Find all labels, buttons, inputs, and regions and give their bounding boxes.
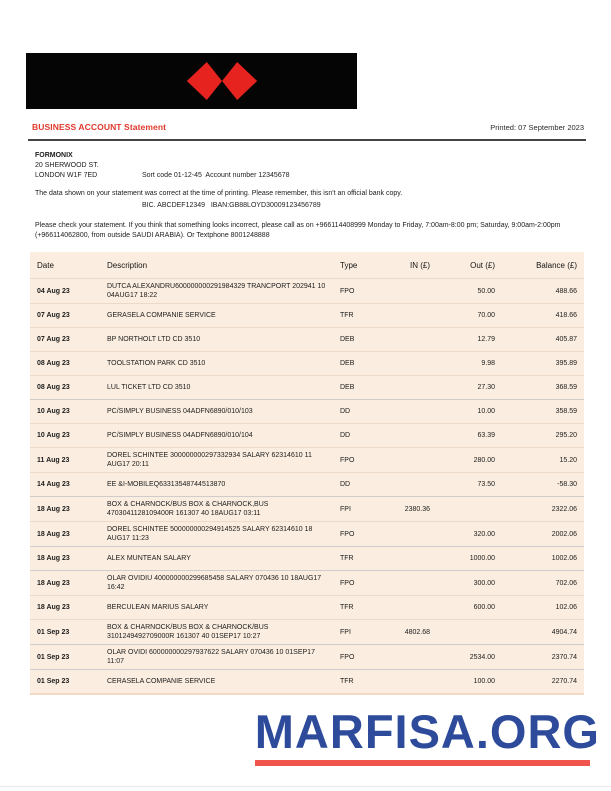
transaction-type: FPI <box>340 628 351 636</box>
transaction-row <box>30 669 584 693</box>
transaction-amount-out: 280.00 <box>473 456 495 464</box>
transaction-amount-in: 2380.36 <box>404 505 430 513</box>
transaction-type: DD <box>340 408 351 415</box>
transaction-amount-in: 4802.68 <box>404 628 430 636</box>
transaction-date: 18 Aug 23 <box>37 505 70 513</box>
address-line-1: 20 SHERWOOD ST. <box>35 162 99 169</box>
transaction-description: ALEX MUNTEAN SALARY <box>107 555 191 562</box>
transaction-row <box>30 619 584 644</box>
address-line-2: LONDON W1F 7ED <box>35 172 98 179</box>
transaction-balance: 15.20 <box>559 456 577 464</box>
transaction-amount-out: 600.00 <box>473 604 495 611</box>
transaction-date: 10 Aug 23 <box>37 432 70 439</box>
transaction-row <box>30 423 584 447</box>
transaction-amount-out: 10.00 <box>477 408 495 415</box>
transaction-type: DD <box>340 432 351 439</box>
transaction-description: EE &I-MOBILEQ63313548744513870 <box>107 481 226 488</box>
transaction-description: BERCULEAN MARIUS SALARY <box>107 604 209 611</box>
transaction-balance: 702.06 <box>555 579 577 587</box>
transaction-description: OLAR OVIDIU 400000000299685458 SALARY 070436 10 18AUG17 16:42 <box>107 575 322 591</box>
transaction-balance: 488.66 <box>555 287 577 295</box>
transaction-row <box>30 399 584 423</box>
watermark-underline <box>255 760 590 766</box>
transaction-date: 18 Aug 23 <box>37 604 70 611</box>
transaction-balance: 368.59 <box>555 384 577 391</box>
transaction-balance: 2002.06 <box>551 530 577 538</box>
watermark-text: MARFISA.ORG <box>254 705 600 758</box>
column-header-in: IN (£) <box>410 260 430 270</box>
transaction-amount-out: 1000.00 <box>469 555 495 562</box>
transaction-row <box>30 472 584 496</box>
transaction-amount-out: 27.30 <box>477 384 495 391</box>
transaction-type: TFR <box>340 312 354 319</box>
transaction-row <box>30 375 584 399</box>
transaction-date: 07 Aug 23 <box>37 336 70 343</box>
transaction-balance: 2322.06 <box>551 505 577 513</box>
transaction-amount-out: 100.00 <box>473 678 495 685</box>
bank-logo-banner <box>26 53 357 109</box>
transaction-balance: 405.87 <box>555 336 577 343</box>
transaction-date: 01 Sep 23 <box>37 653 70 661</box>
marfisa-watermark <box>255 706 600 766</box>
transaction-amount-out: 50.00 <box>477 287 495 295</box>
transaction-type: FPO <box>340 653 355 661</box>
transaction-description: BOX & CHARNOCK/BUS BOX & CHARNOCK,BUS 4703041128109400R 161307 40 18AUG17 03:11 <box>107 501 269 517</box>
transaction-type: FPO <box>340 456 355 464</box>
statement-title: BUSINESS ACCOUNT Statement <box>32 122 167 132</box>
transaction-amount-out: 73.50 <box>477 481 495 488</box>
transaction-balance: 2370.74 <box>551 653 577 661</box>
transaction-type: FPO <box>340 530 355 538</box>
transaction-balance: 2270.74 <box>551 678 577 685</box>
transaction-type: TFR <box>340 678 354 685</box>
column-header-type: Type <box>340 260 358 270</box>
column-header-out: Out (£) <box>470 260 495 270</box>
transaction-description: DUTCA ALEXANDRU600000000291984329 TRANCPORT 202941 10 04AUG17 18:22 <box>107 283 326 299</box>
transaction-type: DEB <box>340 336 355 343</box>
transaction-type: TFR <box>340 555 354 562</box>
transaction-type: FPO <box>340 287 355 295</box>
transaction-balance: 102.06 <box>555 604 577 611</box>
transaction-date: 18 Aug 23 <box>37 530 70 538</box>
account-address <box>35 151 99 181</box>
hsbc-hexagon-logo <box>184 59 260 103</box>
transaction-balance: 358.59 <box>555 408 577 415</box>
page-bottom-edge <box>0 786 611 787</box>
column-header-date: Date <box>37 260 54 270</box>
transaction-balance: 295.20 <box>555 432 577 439</box>
header-divider-rule <box>28 139 586 141</box>
transaction-row <box>30 278 584 303</box>
transactions-table <box>30 252 584 695</box>
transaction-type: FPO <box>340 579 355 587</box>
transaction-description: OLAR OVIDI 600000000297937622 SALARY 070436 10 01SEP17 11:07 <box>107 649 315 665</box>
transaction-balance: 4904.74 <box>551 628 577 636</box>
transaction-row <box>30 496 584 521</box>
transaction-row <box>30 447 584 472</box>
transaction-date: 18 Aug 23 <box>37 555 70 562</box>
transaction-date: 08 Aug 23 <box>37 384 70 391</box>
transaction-date: 04 Aug 23 <box>37 287 70 295</box>
transaction-date: 14 Aug 23 <box>37 481 70 488</box>
column-header-description: Description <box>107 260 148 270</box>
bic-iban-line: BIC. ABCDEF12349 IBAN:GB88LOYD30009123456789 <box>142 202 321 209</box>
check-notice-text: Please check your statement. If you think that something looks incorrect, please call as on +966114408999 Monday to Friday, 7:00am-8:00 pm; Saturday, 9:00am-2:00pm (+966114062800, from outside SAUDI ARABIA). Or Textphone 8001248888 <box>35 222 561 239</box>
transaction-balance: 418.66 <box>555 312 577 319</box>
transaction-date: 10 Aug 23 <box>37 408 70 415</box>
transaction-amount-out: 320.00 <box>473 530 495 538</box>
transaction-description: DOREL SCHINTEE 300000000297332934 SALARY 62314610 11 AUG17 20:11 <box>107 452 312 468</box>
transaction-description: PC/SIMPLY BUSINESS 04ADFN6890/010/103 <box>107 408 253 415</box>
account-holder-name: FORMONIX <box>35 152 73 159</box>
disclaimer-text: The data shown on your statement was correct at the time of printing. Please remember, this isn't an official bank copy. <box>35 190 403 197</box>
transaction-row <box>30 521 584 546</box>
transaction-row <box>30 303 584 327</box>
transaction-type: DEB <box>340 384 355 391</box>
transaction-description: PC/SIMPLY BUSINESS 04ADFN6890/010/104 <box>107 432 253 439</box>
transaction-balance: -58.30 <box>557 481 577 488</box>
transaction-balance: 1002.06 <box>551 555 577 562</box>
transaction-description: CERASELA COMPANIE SERVICE <box>107 678 216 685</box>
transaction-description: DOREL SCHINTEE 500000000294914525 SALARY 62314610 18 AUG17 11:23 <box>107 526 313 542</box>
transaction-date: 07 Aug 23 <box>37 312 70 319</box>
transaction-date: 01 Sep 23 <box>37 628 70 636</box>
transaction-date: 01 Sep 23 <box>37 678 70 685</box>
column-header-balance: Balance (£) <box>536 260 577 270</box>
transaction-amount-out: 63.39 <box>477 432 495 439</box>
transaction-row <box>30 595 584 619</box>
transaction-amount-out: 70.00 <box>477 312 495 319</box>
table-header-row <box>30 252 584 278</box>
transaction-amount-out: 12.79 <box>477 336 495 343</box>
transaction-description: BOX & CHARNOCK/BUS BOX & CHARNOCK/BUS 3101249492709000R 161307 40 01SEP17 10:27 <box>107 624 269 640</box>
transaction-type: DEB <box>340 360 355 367</box>
transaction-type: FPI <box>340 505 351 513</box>
transaction-description: BP NORTHOLT LTD CD 3510 <box>107 336 201 343</box>
transaction-date: 08 Aug 23 <box>37 360 70 367</box>
printed-date: Printed: 07 September 2023 <box>490 123 584 132</box>
transaction-amount-out: 300.00 <box>473 579 495 587</box>
transaction-row <box>30 570 584 595</box>
title-row <box>32 122 584 132</box>
sort-code-line: Sort code 01-12-45 Account number 12345678 <box>142 172 290 179</box>
transaction-amount-out: 2534.00 <box>469 653 495 661</box>
transaction-date: 11 Aug 23 <box>37 456 70 464</box>
transaction-row <box>30 351 584 375</box>
transaction-description: TOOLSTATION PARK CD 3510 <box>107 360 206 367</box>
transaction-row <box>30 327 584 351</box>
transaction-type: DD <box>340 481 351 488</box>
transaction-date: 18 Aug 23 <box>37 579 70 587</box>
transaction-balance: 395.89 <box>555 360 577 367</box>
transaction-row <box>30 546 584 570</box>
transaction-row <box>30 644 584 669</box>
transaction-description: GERASELA COMPANIE SERVICE <box>107 312 216 319</box>
transaction-description: LUL TICKET LTD CD 3510 <box>107 384 191 391</box>
transaction-amount-out: 9.98 <box>481 360 495 367</box>
transaction-type: TFR <box>340 604 354 611</box>
